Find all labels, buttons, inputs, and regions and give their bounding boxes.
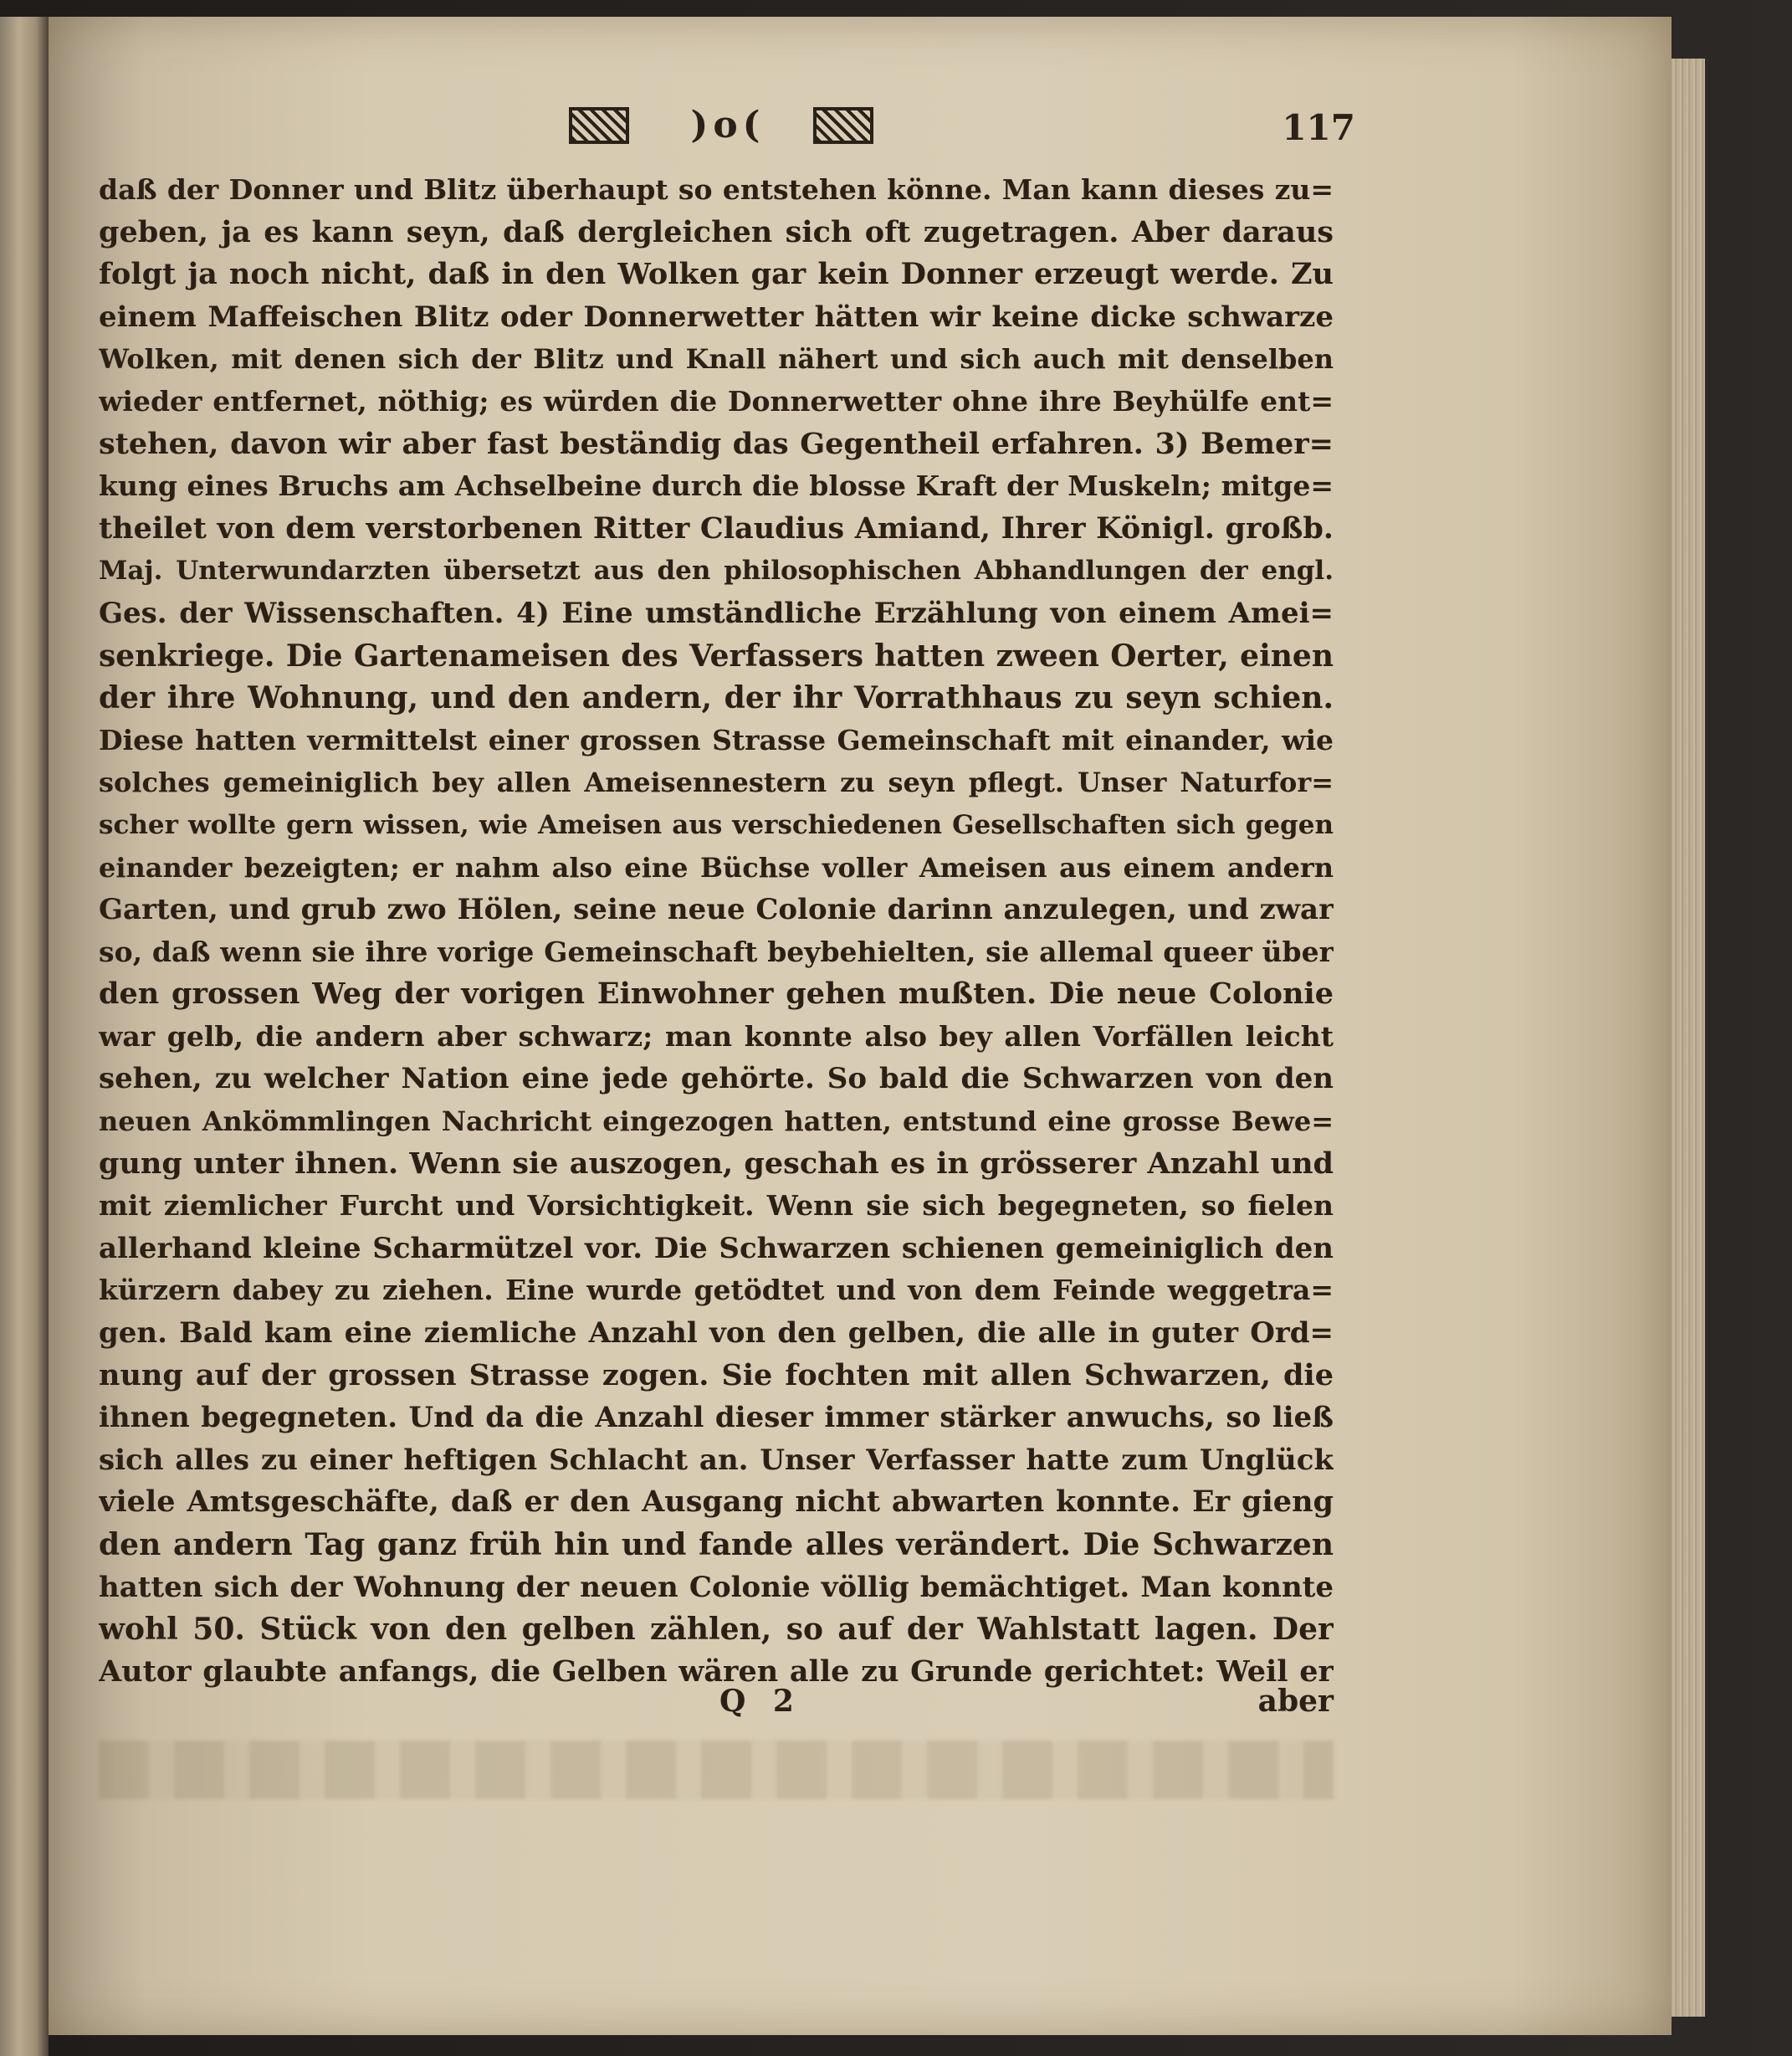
catchword: aber (1257, 1684, 1334, 1719)
text-line: neuen Ankömmlingen Nachricht eingezogen hatten, entstund eine grosse Bewe= (99, 1105, 1334, 1138)
text-line: sich alles zu einer heftigen Schlacht an. Unser Verfasser hatte zum Unglück (99, 1443, 1334, 1477)
text-line: der ihre Wohnung, und den andern, der ihr Vorrathhaus zu seyn schien. (99, 680, 1334, 716)
text-line: Garten, und grub zwo Hölen, seine neue Colonie darinn anzulegen, und zwar (99, 893, 1334, 927)
page-block-edge (1672, 59, 1705, 2017)
show-through-bleed (99, 1741, 1334, 1799)
text-line: senkriege. Die Gartenameisen des Verfassers hatten zween Oerter, einen (99, 638, 1334, 674)
text-line: wohl 50. Stück von den gelben zählen, so auf der Wahlstatt lagen. Der (99, 1612, 1334, 1648)
text-line: war gelb, die andern aber schwarz; man konnte also bey allen Vorfällen leicht (99, 1019, 1334, 1053)
body-text (99, 169, 1334, 1693)
text-line: Wolken, mit denen sich der Blitz und Knall nähert und sich auch mit denselben (99, 343, 1334, 376)
text-line: nung auf der grossen Strasse zogen. Sie fochten mit allen Schwarzen, die (99, 1357, 1334, 1392)
text-line: wieder entfernet, nöthig; es würden die Donnerwetter ohne ihre Beyhülfe ent= (99, 384, 1334, 418)
text-line: kürzern dabey zu ziehen. Eine wurde getödtet und von dem Feinde weggetra= (99, 1274, 1334, 1307)
left-page-edge (0, 17, 49, 2056)
text-line: solches gemeiniglich bey allen Ameisennestern zu seyn pflegt. Unser Naturfor= (99, 767, 1334, 799)
text-line: hatten sich der Wohnung der neuen Colonie völlig bemächtiget. Man konnte (99, 1570, 1334, 1604)
text-line: gung unter ihnen. Wenn sie auszogen, geschah es in grösserer Anzahl und (99, 1146, 1334, 1181)
text-line: sehen, zu welcher Nation eine jede gehörte. So bald die Schwarzen von den (99, 1062, 1334, 1096)
text-line: so, daß wenn sie ihre vorige Gemeinschaft beybehielten, sie allemal queer über (99, 935, 1334, 968)
signature-mark: Q 2 (719, 1684, 802, 1719)
text-line: scher wollte gern wissen, wie Ameisen aus verschiedenen Gesellschaften sich gegen (99, 809, 1334, 840)
text-line: einander bezeigten; er nahm also eine Büchse voller Ameisen aus einem andern (99, 851, 1334, 884)
text-line: Diese hatten vermittelst einer grossen Strasse Gemeinschaft mit einander, wie (99, 723, 1334, 756)
head-separator: )o( (690, 104, 765, 146)
text-line: einem Maffeischen Blitz oder Donnerwetter hätten wir keine dicke schwarze (99, 300, 1334, 334)
text-line: den grossen Weg der vorigen Einwohner gehen mußten. Die neue Colonie (99, 977, 1334, 1012)
text-line: daß der Donner und Blitz überhaupt so entstehen könne. Man kann dieses zu= (99, 173, 1334, 206)
text-line: Ges. der Wissenschaften. 4) Eine umständliche Erzählung von einem Amei= (99, 596, 1334, 630)
text-line: geben, ja es kann seyn, daß dergleichen sich oft zugetragen. Aber daraus (99, 214, 1334, 249)
text-line: ihnen begegneten. Und da die Anzahl dieser immer stärker anwuchs, so ließ (99, 1401, 1334, 1435)
text-line: mit ziemlicher Furcht und Vorsichtigkeit. Wenn sie sich begegneten, so fielen (99, 1189, 1334, 1223)
right-ornament-icon (813, 107, 873, 144)
text-line: folgt ja noch nicht, daß in den Wolken gar kein Donner erzeugt werde. Zu (99, 257, 1334, 292)
text-line: allerhand kleine Scharmützel vor. Die Schwarzen schienen gemeiniglich den (99, 1231, 1334, 1265)
text-line: gen. Bald kam eine ziemliche Anzahl von den gelben, die alle in guter Ord= (99, 1316, 1334, 1351)
page-footer (99, 1684, 1334, 1727)
text-line: Autor glaubte anfangs, die Gelben wären alle zu Grunde gerichtet: Weil er (99, 1654, 1334, 1689)
text-line: den andern Tag ganz früh hin und fande alles verändert. Die Schwarzen (99, 1527, 1334, 1562)
page-number: 117 (1282, 107, 1355, 148)
left-ornament-icon (569, 107, 629, 144)
text-line: theilet von dem verstorbenen Ritter Claudius Amiand, Ihrer Königl. großb. (99, 510, 1334, 546)
text-line: viele Amtsgeschäfte, daß er den Ausgang nicht abwarten konnte. Er gieng (99, 1484, 1334, 1520)
text-line: kung eines Bruchs am Achselbeine durch die blosse Kraft der Muskeln; mitge= (99, 469, 1334, 503)
text-line: stehen, davon wir aber fast beständig das Gegentheil erfahren. 3) Bemer= (99, 426, 1334, 461)
running-head (569, 104, 1322, 157)
text-line: Maj. Unterwundarzten übersetzt aus den philosophischen Abhandlungen der engl. (99, 556, 1334, 587)
